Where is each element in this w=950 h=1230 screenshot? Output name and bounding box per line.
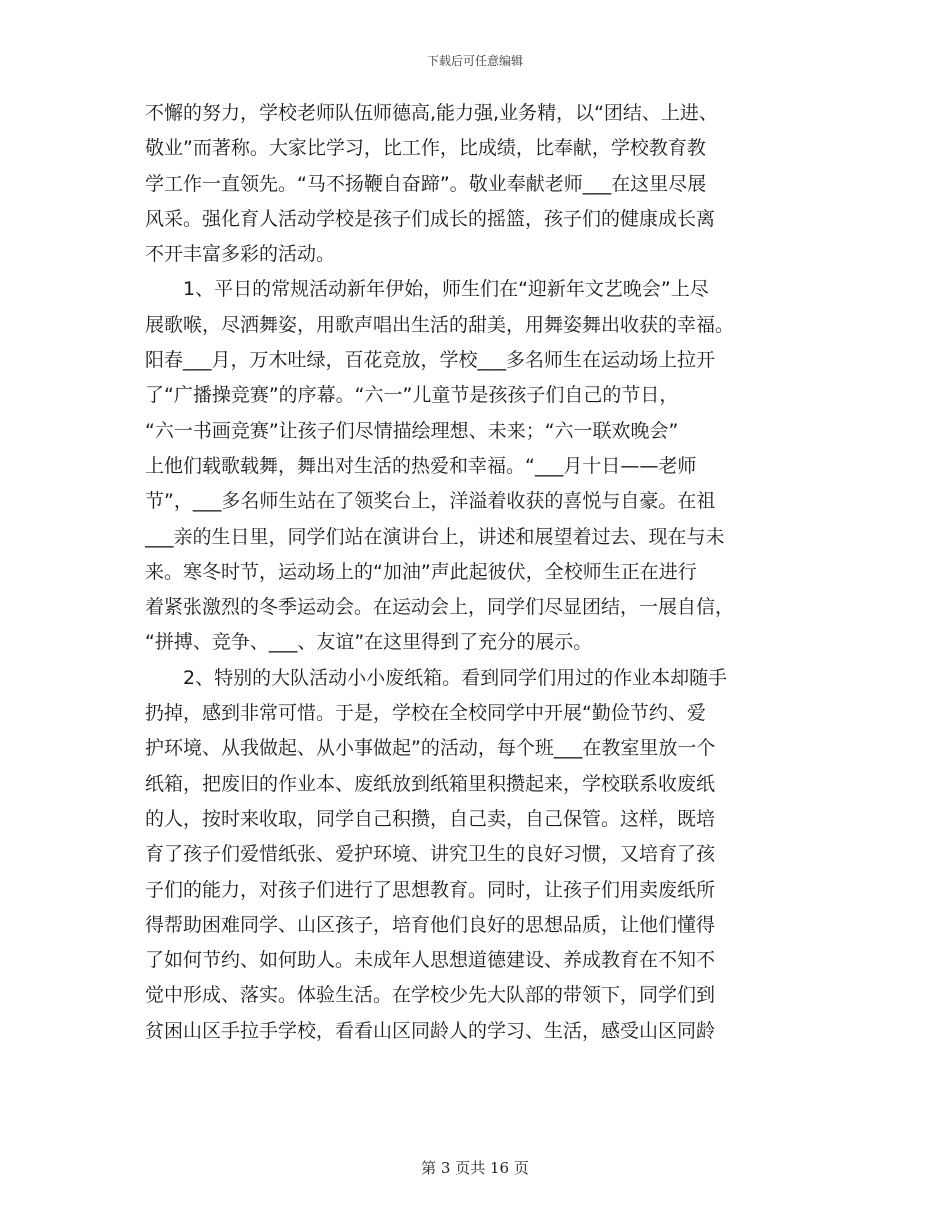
text-line: 上他们载歌载舞，舞出对生活的热爱和幸福。“___月十日——老师 — [145, 454, 697, 477]
text-line: 阳春___月，万木吐绿，百花竞放，学校___多名师生在运动场上拉开 — [145, 349, 716, 372]
text-line: 着紧张激烈的冬季运动会。在运动会上，同学们尽显团结，一展自信， — [145, 596, 735, 619]
text-line: 学工作一直领先。“马不扬鞭自奋蹄”。敬业奉献老师___在这里尽展 — [145, 172, 707, 195]
text-line: 不开丰富多彩的活动。 — [145, 243, 336, 266]
text-line: 觉中形成、落实。体验生活。在学校少先大队部的带领下，同学们到 — [145, 984, 716, 1007]
text-line: 来。寒冬时节，运动场上的“加油”声此起彼伏，全校师生正在进行 — [145, 560, 697, 583]
text-line: 敬业”而著称。大家比学习，比工作，比成绩，比奉献，学校教育教 — [145, 137, 706, 160]
text-line: 的人，按时来收取，同学自己积攒，自己卖，自己保管。这样，既培 — [145, 807, 716, 830]
text-line: 了如何节约、如何助人。未成年人思想道德建设、养成教育在不知不 — [145, 949, 716, 972]
text-line: 扔掉，感到非常可惜。于是，学校在全校同学中开展“勤俭节约、爱 — [145, 702, 706, 725]
text-line: 了“广播操竞赛”的序幕。“六一”儿童节是孩孩子们自己的节日， — [145, 384, 679, 407]
text-line: 2、特别的大队活动小小废纸箱。看到同学们用过的作业本却随手 — [145, 666, 728, 689]
page-number: 第 3 页共 16 页 — [421, 1159, 529, 1177]
text-line: 护环境、从我做起、从小事做起”的活动，每个班___在教室里放一个 — [145, 737, 716, 760]
text-line: 育了孩子们爱惜纸张、爱护环境、讲究卫生的良好习惯，又培育了孩 — [145, 843, 716, 866]
document-body — [145, 96, 805, 1049]
text-line: 纸箱，把废旧的作业本、废纸放到纸箱里积攒起来，学校联系收废纸 — [145, 772, 716, 795]
text-line: 得帮助困难同学、山区孩子，培育他们良好的思想品质，让他们懂得 — [145, 913, 716, 936]
text-line: 子们的能力，对孩子们进行了思想教育。同时，让孩子们用卖废纸所 — [145, 878, 716, 901]
text-line: ___亲的生日里，同学们站在演讲台上，讲述和展望着过去、现在与未 — [145, 525, 725, 548]
text-line: 贫困山区手拉手学校，看看山区同龄人的学习、生活，感受山区同龄 — [145, 1019, 716, 1042]
text-line: 1、平日的常规活动新年伊始，师生们在“迎新年文艺晚会”上尽 — [145, 278, 709, 301]
text-line: “六一书画竞赛”让孩子们尽情描绘理想、未来；“六一联欢晚会” — [145, 419, 679, 442]
text-line: 节”，___多名师生站在了领奖台上，洋溢着收获的喜悦与自豪。在祖 — [145, 490, 716, 513]
text-line: “拼搏、竞争、___、友谊”在这里得到了充分的展示。 — [145, 631, 593, 654]
text-line: 展歌喉，尽洒舞姿，用歌声唱出生活的甜美，用舞姿舞出收获的幸福。 — [145, 313, 735, 336]
text-line: 风采。强化育人活动学校是孩子们成长的摇篮，孩子们的健康成长离 — [145, 207, 716, 230]
text-line: 不懈的努力，学校老师队伍师德高,能力强,业务精，以“团结、上进、 — [145, 102, 718, 124]
page-header: 下载后可任意编辑 — [426, 54, 523, 68]
